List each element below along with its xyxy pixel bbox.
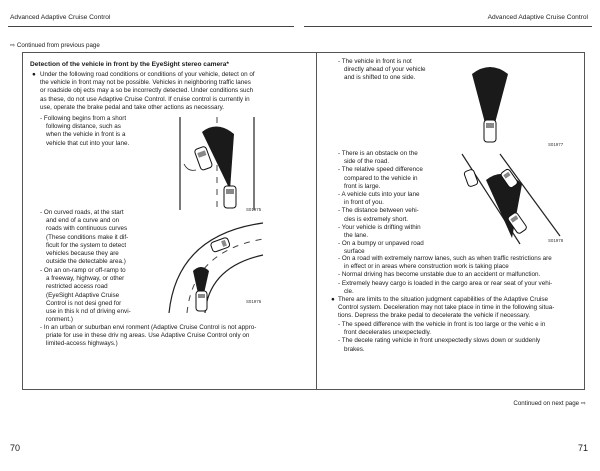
figure-id: S01975	[246, 207, 262, 212]
item-line: limited-access highways.)	[46, 340, 118, 348]
item-line: following distance, such as	[46, 123, 121, 131]
item-line: - The vehicle in front is not	[338, 58, 412, 65]
item-line: Control is not desi gned for	[46, 299, 122, 307]
item-line: - On a bumpy or unpaved road	[338, 240, 424, 248]
item-line: ficult for the system to detect	[46, 241, 127, 249]
continued-from-note: ⇨ Continued from previous page	[10, 42, 100, 49]
figure-roadside-obstacle	[460, 150, 564, 246]
right-sub-items	[338, 321, 582, 354]
item-line: priate for use in these driv ng areas. Use Adaptive Cruise Control only on	[46, 332, 250, 340]
right-items-list	[338, 150, 456, 257]
item-line: outside the detectable area.)	[46, 258, 126, 266]
item-line: in effect or in areas where construction work is taking place	[344, 263, 509, 271]
figure-cut-in-vehicle	[172, 112, 262, 212]
right-item-shifted	[338, 58, 456, 83]
item-line: - On an on-ramp or off-ramp to	[40, 267, 126, 274]
item-line: front is large.	[344, 182, 381, 190]
item-line: vehicles because they are	[46, 250, 119, 258]
left-item-following	[40, 115, 158, 148]
bullet-dot: ●	[331, 296, 335, 303]
box-heading: Detection of the vehicle in front by the EyeSight stereo camera*	[30, 61, 229, 68]
item-line: vehicle that cut into your lane.	[46, 139, 130, 147]
item-line: - The distance between vehi-	[338, 207, 419, 215]
right-header-rule	[304, 26, 592, 27]
item-line: - In an urban or suburban envi ronment (Adaptive Cruise Control is not appro-	[40, 324, 257, 331]
left-item-urban	[40, 324, 312, 349]
continued-next-note: Continued on next page ⇨	[513, 400, 586, 407]
left-header-rule	[8, 26, 294, 27]
intro-bullet	[32, 71, 310, 112]
left-item-curved-roads	[40, 209, 158, 266]
figure-id: S01978	[548, 238, 564, 243]
item-line: and end of a curve and on	[46, 217, 120, 225]
item-line: - On curved roads, at the start	[40, 209, 124, 216]
item-line: compared to the vehicle in	[344, 174, 418, 182]
bullet-line: There are limits to the situation judgment capabilities of the Adaptive Cruise	[338, 296, 549, 303]
obstacle-illustration	[460, 150, 564, 246]
item-line: - Your vehicle is drifting within	[338, 223, 421, 231]
item-line: cle.	[344, 287, 354, 295]
item-line: a freeway, highway, or other	[46, 275, 125, 283]
figure-id: S01977	[548, 142, 564, 147]
item-line: side of the road.	[344, 158, 390, 166]
left-running-header: Advanced Adaptive Cruise Control	[10, 14, 111, 21]
figure-shifted-vehicle	[460, 54, 520, 146]
item-line: (These conditions make it dif-	[46, 233, 129, 241]
bullet-line: tions. Depress the brake pedal to decelerate the vehicle if necessary.	[338, 312, 531, 320]
item-line: when the vehicle in front is a	[46, 131, 126, 139]
limits-bullet	[331, 296, 581, 321]
intro-line: Under the following road conditions or conditions of your vehicle, detect on of	[40, 71, 255, 78]
item-line: - Following begins from a short	[40, 115, 127, 122]
shifted-illustration	[460, 54, 520, 146]
intro-line: as these, do not use Adaptive Cruise Control. If cruise control is currently in	[40, 95, 250, 103]
left-item-on-ramp	[40, 267, 158, 324]
cut-in-illustration	[172, 112, 262, 212]
item-line: surface	[344, 248, 365, 256]
left-page-number: 70	[10, 443, 21, 453]
item-line: directly ahead of your vehicle	[344, 66, 426, 74]
item-line: - A vehicle cuts into your lane	[338, 191, 420, 199]
item-line: - The speed difference with the vehicle in front is too large or the vehic e in	[338, 321, 546, 328]
item-line: - Normal driving has become unstable due to an accident or malfunction.	[338, 271, 541, 279]
item-line: (EyeSight Adaptive Cruise	[46, 291, 120, 299]
item-line: - On a road with extremely narrow lanes, such as when traffic restrictions are	[338, 255, 552, 262]
item-line: in front of you.	[344, 199, 384, 207]
column-divider	[316, 52, 317, 390]
item-line: front decelerates unexpectedly.	[344, 329, 432, 337]
intro-line: or roadside obj ects may a so be incorrectly detected. Under conditions such	[40, 87, 254, 95]
right-full-items	[338, 255, 578, 296]
item-line: - There is an obstacle on the	[338, 150, 418, 157]
bullet-dot: ●	[32, 71, 36, 78]
item-line: brakes.	[344, 345, 365, 353]
item-line: and is shifted to one side.	[344, 74, 416, 82]
item-line: use in this k nd of driving envi-	[46, 308, 131, 316]
item-line: cles is extremely short.	[344, 215, 409, 223]
item-line: - The relative speed difference	[338, 166, 423, 174]
right-running-header: Advanced Adaptive Cruise Control	[487, 14, 588, 21]
figure-id: S01976	[246, 299, 262, 304]
item-line: roads with continuous curves	[46, 225, 128, 233]
right-page-number: 71	[577, 443, 588, 453]
intro-line: the vehicle in front may not be possible. Vehicles in neighboring traffic lanes	[40, 79, 251, 87]
bullet-line: Control system. Deceleration may not take place in time in the following situa-	[338, 304, 555, 312]
intro-line: use, operate the brake pedal and take other actions as necessary.	[40, 103, 225, 111]
item-line: ronment.)	[46, 316, 73, 324]
item-line: - Extremely heavy cargo is loaded in the cargo area or rear seat of your vehi-	[338, 279, 553, 287]
item-line: restricted access road	[46, 283, 108, 291]
item-line: the lane.	[344, 232, 369, 240]
item-line: - The decele rating vehicle in front unexpectedly slows down or suddenly	[338, 337, 541, 345]
